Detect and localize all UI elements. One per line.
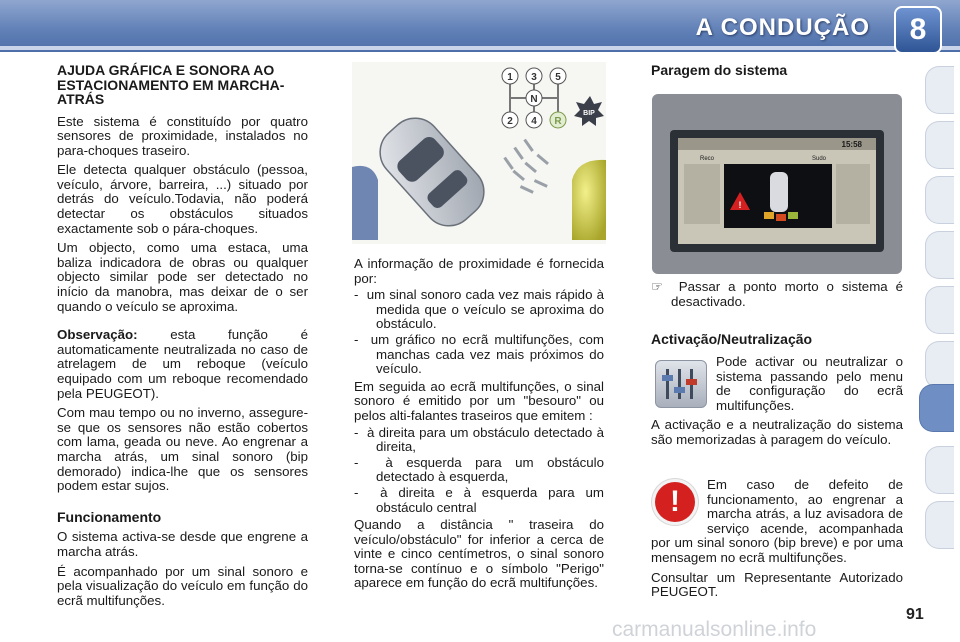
chapter-tab[interactable] xyxy=(925,66,954,114)
paragraph: Este sistema é constituído por quatro sensores de proximidade, instalados no para-choques traseiro. xyxy=(57,113,308,158)
paragraph: Quando a distância " traseira do veículo/obstáculo" for inferior a cerca de vinte e cinco centímetros, o sinal sonoro torna-se contínuo e o símbolo "Perigo" aparece em função do ecrã multifunções. xyxy=(354,517,604,591)
paragraph: Ele detecta qualquer obstáculo (pessoa, veículo, árvore, barreira, ...) situado por detrás do veículo.Todavia, não poderá detectar os obstáculos situados exactamente sob o pára-choques. xyxy=(57,162,308,236)
gear-label: 1 xyxy=(507,72,513,83)
watermark: carmanualsonline.info xyxy=(612,618,817,641)
paragraph: A activação e a neutralização do sistema são memorizadas à paragem do veículo. xyxy=(651,417,903,447)
note-paragraph xyxy=(57,328,308,401)
memory-block xyxy=(651,418,903,452)
gear-label: 4 xyxy=(531,116,537,127)
activation-block xyxy=(716,355,903,418)
header-stripe xyxy=(0,46,960,50)
chapter-tab[interactable] xyxy=(925,231,954,279)
subheading: Activação/Neutralização xyxy=(651,331,813,347)
section-heading: AJUDA GRÁFICA E SONORA AO ESTACIONAMENTO EM MARCHA-ATRÁS xyxy=(57,62,285,107)
warning-block xyxy=(651,478,903,605)
list-item: - à esquerda para um obstáculo detectado à esquerda, xyxy=(354,454,604,485)
paragraph: É acompanhado por um sinal sonoro e pela visualização do veículo em função do ecrã multifunções. xyxy=(57,563,308,608)
section-title: A CONDUÇÃO xyxy=(695,14,870,41)
sensor-waves xyxy=(503,139,549,194)
beep-label: BIP xyxy=(583,110,595,117)
chapter-tab[interactable] xyxy=(925,176,954,224)
note-label: Observação: xyxy=(57,327,138,343)
reversing-car xyxy=(369,107,494,236)
chapter-tab[interactable] xyxy=(925,341,954,389)
gear-label: 5 xyxy=(555,72,561,83)
screen-label-right: Sudo xyxy=(812,156,827,162)
right-column-stop xyxy=(651,280,903,314)
pointing-hand-icon: ☞ xyxy=(651,279,663,294)
stop-instruction: ☞ Passar a ponto morto o sistema é desactivado. xyxy=(651,279,903,309)
right-parked-car xyxy=(572,160,606,240)
chapter-tab[interactable] xyxy=(925,286,954,334)
paragraph: A informação de proximidade é fornecida por: xyxy=(354,256,604,286)
paragraph: O sistema activa-se desde que engrene a marcha atrás. xyxy=(57,529,308,559)
chapter-badge: 8 xyxy=(894,6,942,54)
chapter-tab[interactable] xyxy=(925,446,954,494)
list-item: - à direita e à esquerda para um obstáculo central xyxy=(354,484,604,515)
gear-shift-diagram xyxy=(502,68,566,128)
paragraph: Em caso de defeito de funcionamento, ao engrenar a marcha atrás, a luz avisadora de serviço acende, acompanhada por um sinal sonoro (bip breve) e por uma mensagem no ecrã multifunções. xyxy=(651,477,903,565)
float-spacer xyxy=(651,478,707,534)
multifunction-screen xyxy=(652,94,902,274)
paragraph: Pode activar ou neutralizar o sistema passando pelo menu de configuração do ecrã multifunções. xyxy=(716,354,903,413)
gear-label: 3 xyxy=(531,72,537,83)
sound-list xyxy=(354,426,604,516)
list-item: - um gráfico no ecrã multifunções, com manchas cada vez mais próximos do veículo. xyxy=(354,331,604,377)
info-list xyxy=(354,288,604,377)
chapter-tabs xyxy=(918,66,954,576)
parking-scene xyxy=(352,62,606,244)
gear-label-reverse: R xyxy=(554,116,562,127)
gear-label: 2 xyxy=(507,116,513,127)
middle-column xyxy=(354,257,604,596)
paragraph: Um objecto, como uma estaca, uma baliza indicadora de obras ou qualquer objecto similar pode ser detectado no início da manobra, mas deixar de o ser quando o veículo se aproxima. xyxy=(57,240,308,314)
chapter-tab[interactable] xyxy=(925,121,954,169)
subheading: Funcionamento xyxy=(57,508,162,525)
page-number: 91 xyxy=(906,606,924,623)
page-header xyxy=(0,0,960,52)
list-item: - à direita para um obstáculo detectado à direita, xyxy=(354,424,604,455)
paragraph: Com mau tempo ou no inverno, assegure-se que os sensores não estão cobertos com lama, geada ou neve. Ao engrenar a marcha atrás, um sinal sonoro (bip demorado) indica-lhe que os sensores podem estar sujos. xyxy=(57,405,308,494)
paragraph: Em seguida ao ecrã multifunções, o sinal sonoro é emitido por um "besouro" ou pelos alti-falantes traseiros que emitem : xyxy=(354,378,604,423)
screen-time: 15:58 xyxy=(841,140,862,149)
warning-icon: ! xyxy=(655,482,695,522)
chapter-tab[interactable] xyxy=(925,501,954,549)
svg-text:!: ! xyxy=(738,200,742,210)
parking-illustration xyxy=(352,62,606,244)
settings-sliders-icon xyxy=(655,360,707,408)
paragraph: Consultar um Representante Autorizado PEUGEOT. xyxy=(651,569,903,600)
note-text: esta função é automaticamente neutralizada no caso de atrelagem de um reboque (veículo equipado com um reboque recomendado pela PEUGEOT). xyxy=(57,327,309,401)
beep-icon xyxy=(574,96,604,126)
list-item: - um sinal sonoro cada vez mais rápido à medida que o veículo se aproxima do obstáculo. xyxy=(354,287,604,332)
left-parked-car xyxy=(352,166,378,240)
chapter-tab-active[interactable] xyxy=(919,384,954,432)
left-column xyxy=(57,63,308,613)
multifunction-screen-photo xyxy=(652,94,902,274)
screen-label-left: Reco xyxy=(700,156,715,162)
gear-label: N xyxy=(530,94,538,105)
subheading: Paragem do sistema xyxy=(651,62,788,78)
